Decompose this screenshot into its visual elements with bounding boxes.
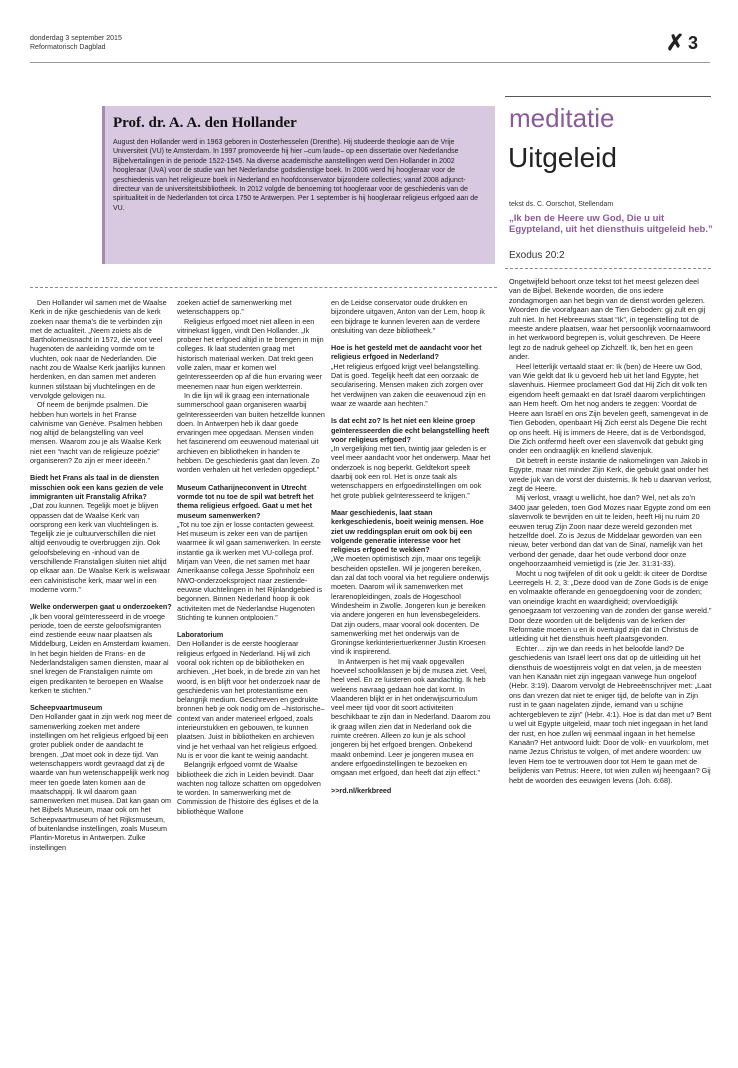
meditation-divider <box>505 268 711 269</box>
newspaper-logo-icon: ✗ <box>666 30 685 55</box>
paragraph: en de Leidse conservator oude drukken en bijzondere uitgaven, Anton van der Lem, hoop ik een bijdrage te kunnen leveren aan de verdere ontsluiting van deze bibliotheek.” <box>331 298 485 335</box>
paragraph: „In vergelijking met tien, twintig jaar geleden is er veel meer aandacht voor het onderwerp. Maar het onderzoek is nog beperkt. Geldtekort speelt daarbij ook een rol. Het is onze taak als wetenschappers en erfgoedinstellingen om ook het grote publiek geïnteresseerd te krijgen.” <box>331 444 491 500</box>
interview-question: Biedt het Frans als taal in de diensten misschien ook een kans gezien de vele immigranten uit Franstalig Afrika? <box>30 473 164 501</box>
header-date <box>30 34 122 52</box>
meditation-body <box>509 277 712 785</box>
paragraph: Den Hollander is de eerste hoogleraar religieus erfgoed in Nederland. Hij wil zich vooral ook richten op de bibliotheken en archieven. „Het boek, in de brede zin van het woord, is en blijft voor het onderzoek naar de geschiedenis van het protestantisme een belangrijk medium. Geschreven en gedrukte bronnen heb je ook nodig om de –historische– context van ander materieel erfgoed, zoals interieurstukken en gebouwen, te kunnen plaatsen. Juist in bibliotheken en archieven vind je het verhaal van het religieus erfgoed. Nu is er voor die kant te weinig aandacht. <box>177 639 325 760</box>
paragraph: „We moeten optimistisch zijn, maar ons tegelijk bescheiden opstellen. Wil je jongeren bereiken, dan zal dat toch vooral via het reguliere onderwijs moeten. Daarom wil ik samenwerken met lerarenopleidingen, zoals de Hogeschool Windesheim in Zwolle. Jongeren kun je bereiken via andere jongeren en hun levensbegeleiders. Dat zijn ouders, maar vooral ook docenten. De samenwerking met het onderwijs van de Groningse kerkinteriertuerkenner Justin Kroesen vind ik inspirerend. <box>331 554 489 657</box>
interview-question: Is dat echt zo? Is het niet een kleine groep geïnteresseerden die echt belangstelling heeft voor religieus erfgoed? <box>331 416 490 444</box>
bio-text: August den Hollander werd in 1963 geboren in Oosterhesselen (Drenthe). Hij studeerde theologie aan de Vrije Universiteit (VU) te Amsterdam. In 1997 promoveerde hij hier –cum laude– op een dissertatie over Nederlandse Bijbelvertalingen in de periode 1522-1545. Na diverse academische aanstellingen werd Den Hollander in 2002 hoogleraar (UvA) voor de studie van het Nederlandse godsdienstige boek. In 2006 werd hij hoogleraar voor de geschiedenis van het religieuze boek in Nederland en hoofdconservator bijzondere collecties; vanaf 2008 adjunct-directeur van de universiteitsbibliotheek. In 2012 volgde de benoeming tot hoogleraar voor de geschiedenis van de spiritualiteit in de Nederlanden tot circa 1750 te Antwerpen. Per 1 september is hij hoogleraar religieus erfgoed aan de VU. <box>113 139 478 212</box>
bible-quote: „Ik ben de Heere uw God, Die u uit Egypteland, uit het diensthuis uitgeleid heb.” <box>509 213 713 235</box>
paragraph: Religieus erfgoed moet niet alleen in een vitrinekast liggen, vindt Den Hollander. „Ik probeer het erfgoed altijd in te brengen in mijn colleges. Ik laat studenten graag met historisch materiaal werken. Dat trekt geen volle zalen, maar er komen wel geïnteresseerden op af die hun ervaring weer meenemen naar hun eigen werkterrein. <box>177 316 324 391</box>
meditation-author: tekst ds. C. Oorschot, Stellendam <box>509 201 614 208</box>
paragraph: In die lijn wil ik graag een internationale summerschool gaan organiseren waarbij geïnteresseerden van buiten hetzelfde kunnen doen. In Antwerpen heb ik daar goede ervaringen mee opgedaan. Mensen vinden het fascinerend om eeuwenoud materiaal uit archieven en bibliotheken in handen te hebben. De geschiedenis gaat dan leven. Zo worden verhalen uit het verleden opgediept.” <box>177 390 325 475</box>
article-column-1 <box>30 298 172 852</box>
page-number: 3 <box>688 33 699 53</box>
issue-date: donderdag 3 september 2015 <box>30 35 122 42</box>
paragraph: Heel letterlijk vertaald staat er: Ik (ben) de Heere uw God, van Wie geldt dat Ik u gevoerd heb uit het land Egypte, het slavenhuis. Hiermee proclameert God dat Hij Zich dit volk ten eigendom heeft gemaakt en dat Israël daarom verplichtingen aan Hem heeft. Om het nog anders te zeggen: Voordat de Heere aan Israël en ons Zijn bevelen geeft, samengevat in de Tien Geboden, openbaart Hij Zich eerst als Degene Die recht op ons heeft. Hij is immers de Heere, dat is de Verbondsgod, Die Zich ontfermd heeft over een slavenvolk dat gebukt ging onder een ondraaglijk en knellend slavenjuk. <box>509 361 709 456</box>
interview-question: Maar geschiedenis, laat staan kerkgeschiedenis, boeit weinig mensen. Hoe ziet uw reddingsplan eruit om ook bij een volgende generatie interesse voor het religieus erfgoed te wekken? <box>331 507 484 555</box>
paragraph: Den Hollander wil samen met de Waalse Kerk in de rijke geschiedenis van de kerk zoeken naar thema’s die te verbinden zijn met de actualiteit. „Neem zoiets als de Bartholomeüsnacht in 1572, die voor veel hugenoten de aanleiding vormde om te vluchten, ook naar de Nederlanden. Die nacht zou de Waalse Kerk jaarlijks kunnen herdenken, en dan samen met anderen kunnen stilstaan bij vluchtelingen en de vervolgde gelovigen nu. <box>30 298 167 400</box>
subheading: Laboratorium <box>177 630 224 640</box>
interview-question: Welke onderwerpen gaat u onderzoeken? <box>30 602 172 612</box>
section-label: meditatie <box>509 103 615 133</box>
newspaper-name: Reformatorisch Dagblad <box>30 44 106 51</box>
paragraph: „Tot nu toe zijn er losse contacten geweest. Het museum is zeker een van de partijen waarmee ik wil gaan samenwerken. In eerste instantie ga ik werken met VU-collega prof. Mirjam van Veen, die net samen met haar Amerikaanse collega Jesse Spohnholz een NWO-onderzoeksproject naar zestiende-eeuwse vluchtelingen in het Rijnlandgebied is begonnen. Binnen Nederland hoop ik ook activiteiten met de Nederlandse Hugenoten Stichting te kunnen ontplooien.” <box>177 519 323 622</box>
paragraph: Den Hollander gaat in zijn werk nog meer de samenwerking zoeken met andere instellingen om het religieus erfgoed bij een groter publiek onder de aandacht te brengen. „Dat moet ook in deze tijd. Van wetenschappers wordt gevraagd dat zij de waarde van hun wetenschappelijk werk nog meer ten goede laten komen aan de maatschappij. Ik wil daarom gaan samenwerken met musea. Dat kan gaan om het Bijbels Museum, maar ook om het Scheepvaartmuseum of het Rijksmuseum, of buitenlandse instellingen, zoals Museum Plantin-Moretus in Antwerpen. Zulke instellingen <box>30 712 172 852</box>
meditation-top-rule <box>505 96 711 97</box>
paragraph: Of neem de berijmde psalmen. Die hebben hun wortels in het Franse calvinisme van Genève. Psalmen hebben nog altijd de belangstelling van veel mensen. Waarom zou je als Waalse Kerk niet een “nacht van de religieuze poëzie” organiseren? Zo zijn er meer ideeën.” <box>30 400 163 466</box>
interview-question: Hoe is het gesteld met de aandacht voor het religieus erfgoed in Nederland? <box>331 343 482 362</box>
paragraph: In Antwerpen is het mij vaak opgevallen hoeveel schoolklassen je bij de musea ziet. Veel, heel veel. En ze luisteren ook aandachtig. Ik heb weleens navraag gedaan hoe dat komt. In Vlaanderen blijkt er in het onderwijscurriculum veel meer tijd voor dit soort activiteiten beschikbaar te zijn dan in Nederland. Daarom zou ik graag willen zien dat in Nederland ook die ruimte creëren. Alleen zo kun je als school jongeren bij het erfgoed brengen. Onbekend maakt onbemind. Leer je jongeren musea en andere erfgoedinstellingen te bezoeken en omgaan met erfgoed, dan heeft dat zijn effect.” <box>331 656 491 778</box>
article-column-2 <box>177 298 325 816</box>
paragraph: Mocht u nog twijfelen of dit ook u geldt: ik citeer de Dordtse Leerregels H. 2, 3: „Deze dood van de Zone Gods is de enige en volmaakte offerande en genoegdoening voor de zonden; van oneindige kracht en waardigheid; overvloediglijk genoegzaam tot verzoening van de zonden der ganse wereld.” Door deze woorden uit de belijdenis van de kerken der Reformatie moeten u en ik overtuigd zijn dat in Christus de uitleiding uit het diensthuis heeft plaatsgevonden. <box>509 568 712 644</box>
interview-question: Museum Catharijneconvent in Utrecht vormde tot nu toe de spil wat betreft het thema religieus erfgoed. Gaat u met het museum samenwerken? <box>177 482 314 520</box>
article-divider <box>30 287 497 288</box>
meditation-title: Uitgeleid <box>508 142 617 173</box>
paragraph: Ongetwijfeld behoort onze tekst tot het meest gelezen deel van de Bijbel. Bekende woorden, die ons iedere zondagmorgen aan het begin van de dienst worden gelezen. Woorden die voorafgaan aan de Tien Geboden: gij zult en gij zult niet. In het Hebreeuws staat “Ik”, in tegenstelling tot de meeste andere plaatsen, waar het persoonlijk voornaamwoord in het werkwoord begrepen is, voluit geschreven. De Heere legt zo de nadruk geheel op Zichzelf. Ik, ben het en geen ander. <box>509 277 711 362</box>
web-reference: >>rd.nl/kerkbreed <box>331 785 392 795</box>
bio-title: Prof. dr. A. A. den Hollander <box>113 115 297 131</box>
paragraph: Dit betreft in eerste instantie de nakomelingen van Jakob in Egypte, maar niet minder Zijn Kerk, die gebukt gaat onder het wrede juk van de vorst der duisternis. Ik heb u daarvan verlost, zegt de Heere. <box>509 455 712 493</box>
paragraph: „Dat zou kunnen. Tegelijk moet je blijven oppassen dat de Waalse Kerk van oorsprong een kerk van vluchtelingen is. Tegelijk zie je cultuurverschillen die niet altijd eenvoudig te overbruggen zijn. Ook geloofsbeleving en -inhoud van de verschillende Franstaligen sluiten niet altijd op elkaar aan. De Waalse Kerk is weliswaar een calvinistische kerk, maar wel in een moderne vorm.” <box>30 501 170 594</box>
paragraph: Belangrijk erfgoed vormt de Waalse bibliotheek die zich in Leiden bevindt. Daar wachten nog talloze schatten om opgedolven te worden. In samenwerking met de Commission de l’histoire des églises et de la bibliothèque Wallone <box>177 760 321 816</box>
bio-box <box>102 106 495 264</box>
bible-reference: Exodus 20:2 <box>509 250 565 261</box>
paragraph: „Ik ben vooral geïnteresseerd in de vroege periode, toen de eerste geloofsmigranten eind zestiende eeuw naar plaatsen als Middelburg, Leiden en Amsterdam kwamen. In het begin hielden de Frans- en de Nederlandstaligen samen diensten, maar al snel kregen de Franstaligen ruimte om eigen predikanten te beroepen en Waalse kerken te stichten.” <box>30 611 171 695</box>
paragraph: Mij verlost, vraagt u wellicht, hoe dan? Wel, net als zo’n 3400 jaar geleden, toen God Mozes naar Egypte zond om een slavenvolk te bevrijden en uit te leiden, heeft Hij nu ruim 20 eeuwen terug Zijn Zoon naar deze wereld gezonden met hetzelfde doel. Zo is Jezus de Middelaar geworden van een nieuw, beter verbond dan dat van de Sinaï, namelijk van het verbond der genade, daar het oude verbond door onze ongehoorzaamheid vernietigd is (zie Jer. 31:31-33). <box>509 493 711 569</box>
article-column-3 <box>331 298 491 795</box>
paragraph: Echter… zijn we dan reeds in het beloofde land? De geschiedenis van Israël leert ons dat op de uitleiding uit het diensthuis de woestijnreis volgt en dat velen, ja de meesten van hen Kanaän niet zijn ingegaan vanwege hun ongeloof (Hebr. 3:19). Daarom vervolgt de Hebreeënschrijver met: „Laat ons dan vrezen dat niet te eniger tijd, de belofte van in Zijn rust in te gaan nagelaten zijnde, iemand van u schijne achtergebleven te zijn” (Hebr. 4:1). Hoe is dat dan met u? Bent u wel uit Egypte uitgeleid, maar toch niet ingegaan in het land der rust, en hoe zullen wij eenmaal ingaan in het hemelse Kanaän? Het antwoord luidt: Door de volk- en vuurkolom, met name Jezus Christus te volgen, of met andere woorden: uw leven Hem toe te vertrouwen door tot Hem te gaan met de belijdenis van Petrus: Heere, tot wien zullen wij heengaan? Gij hebt de woorden des eeuwigen levens (Joh. 6:68). <box>509 643 712 785</box>
header-divider <box>30 62 710 63</box>
subheading: Scheepvaartmuseum <box>30 703 103 713</box>
paragraph: zoeken actief de samenwerking met wetenschappers op.” <box>177 298 292 317</box>
paragraph: „Het religieus erfgoed krijgt veel belangstelling. Dat is goed. Tegelijk heeft dat een oorzaak: de secularisering. Mensen maken zich zorgen over het verdwijnen van zaken die eeuwenoud zijn en waar ze waarde aan hechten.” <box>331 361 486 408</box>
